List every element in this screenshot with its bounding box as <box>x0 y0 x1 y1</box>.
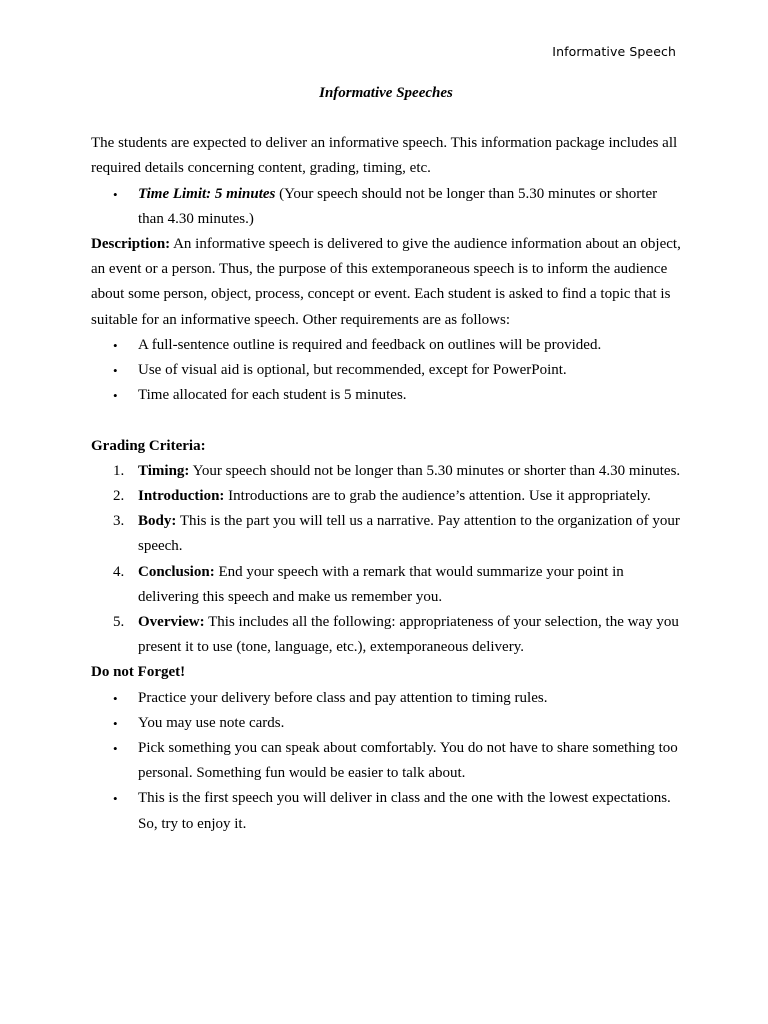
bullet-icon: • <box>113 715 118 731</box>
intro-paragraph: The students are expected to deliver an informative speech. This information package includes all required details concerning content, grading, timing, etc. <box>91 135 678 177</box>
list-item <box>91 333 681 358</box>
list-item <box>91 484 681 509</box>
reminders-list <box>91 686 681 837</box>
criterion-label: Overview: <box>138 614 205 631</box>
item-number: 3. <box>113 513 125 530</box>
item-number: 2. <box>113 488 125 505</box>
reminder-text: Pick something you can speak about comfortably. You do not have to share something too personal. Something fun would be easier to talk about. <box>138 740 678 782</box>
grading-criteria-list <box>91 459 681 661</box>
list-item <box>91 459 681 484</box>
requirements-list <box>91 333 681 409</box>
reminder-text: This is the first speech you will deliver in class and the one with the lowest expectations. So, try to enjoy it. <box>138 790 671 832</box>
list-item <box>91 560 681 610</box>
list-item <box>91 358 681 383</box>
bullet-icon: • <box>113 388 118 404</box>
blank-line <box>91 106 681 131</box>
description-text: An informative speech is delivered to give the audience information about an object, an event or a person. Thus, the purpose of this extemporaneous speech is to inform the audience about some person, object, process, concept or event. Each student is asked to find a topic that is suitable for an informative speech. Other requirements are as follows: <box>91 236 681 328</box>
list-item <box>91 383 681 408</box>
list-item-time-limit <box>91 182 681 232</box>
time-limit-list <box>91 182 681 232</box>
item-number: 4. <box>113 563 125 580</box>
list-item <box>91 509 681 559</box>
description-paragraph <box>91 232 681 333</box>
criterion-text: End your speech with a remark that would summarize your point in delivering this speech and make us remember you. <box>138 563 624 605</box>
bullet-icon: • <box>113 337 118 353</box>
bullet-icon: • <box>113 690 118 706</box>
list-item <box>91 786 681 836</box>
list-item <box>91 686 681 711</box>
list-item <box>91 736 681 786</box>
criterion-text: This is the part you will tell us a narrative. Pay attention to the organization of your speech. <box>138 513 680 555</box>
document-title: Informative Speeches <box>319 85 453 101</box>
bullet-icon: • <box>113 363 118 379</box>
requirement-text: A full-sentence outline is required and feedback on outlines will be provided. <box>138 336 602 353</box>
reminder-text: Practice your delivery before class and pay attention to timing rules. <box>138 689 548 706</box>
criterion-label: Conclusion: <box>138 563 215 580</box>
blank-line <box>91 408 681 433</box>
reminders-heading: Do not Forget! <box>91 664 186 681</box>
document-body <box>91 81 681 837</box>
bullet-icon: • <box>113 741 118 757</box>
item-number: 1. <box>113 462 125 479</box>
bullet-icon: • <box>113 186 118 202</box>
grading-heading: Grading Criteria: <box>91 437 206 454</box>
criterion-text: Introductions are to grab the audience’s attention. Use it appropriately. <box>224 488 651 505</box>
time-limit-text: (Your speech should not be longer than 5.30 minutes or shorter than 4.30 minutes.) <box>138 185 658 227</box>
list-item <box>91 711 681 736</box>
requirement-text: Time allocated for each student is 5 minutes. <box>138 387 407 404</box>
requirement-text: Use of visual aid is optional, but recommended, except for PowerPoint. <box>138 362 567 379</box>
description-label: Description: <box>91 236 171 252</box>
criterion-label: Introduction: <box>138 488 225 505</box>
time-limit-label: Time Limit: 5 minutes <box>138 185 276 202</box>
running-header: Informative Speech <box>552 44 676 59</box>
criterion-text: Your speech should not be longer than 5.30 minutes or shorter than 4.30 minutes. <box>189 462 681 479</box>
reminder-text: You may use note cards. <box>138 714 285 731</box>
list-item <box>91 610 681 660</box>
bullet-icon: • <box>113 791 118 807</box>
criterion-label: Body: <box>138 513 177 530</box>
criterion-text: This includes all the following: appropriateness of your selection, the way you present it to use (tone, language, etc.), extemporaneous delivery. <box>138 614 679 656</box>
criterion-label: Timing: <box>138 462 190 479</box>
item-number: 5. <box>113 614 125 631</box>
